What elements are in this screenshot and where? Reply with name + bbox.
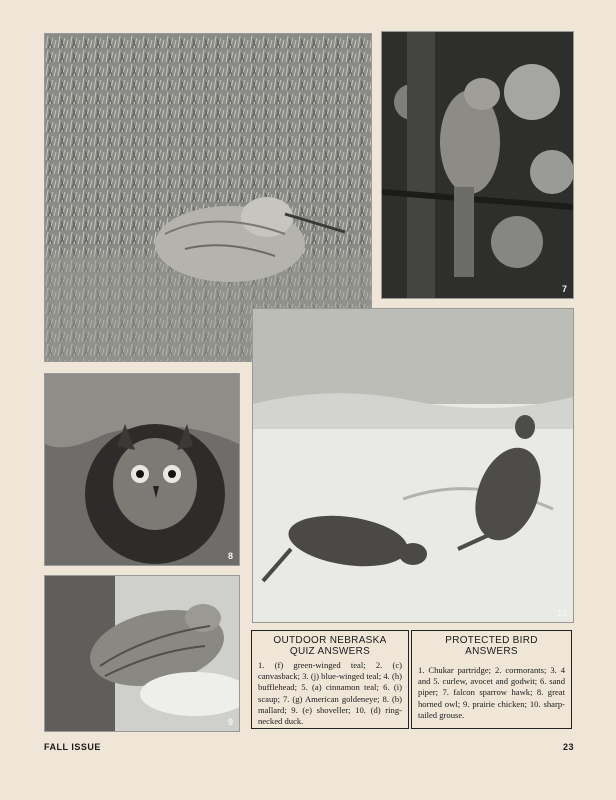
photo-owl (44, 373, 240, 566)
quiz-answers-title (258, 635, 402, 657)
photo-number: 9 (227, 717, 233, 727)
owl-image (45, 374, 239, 565)
grouse-image (253, 309, 573, 622)
protected-bird-answers-box (411, 630, 572, 729)
prairie-chicken-image (45, 576, 239, 731)
photo-sparrow-hawk (381, 31, 574, 299)
footer-issue: FALL ISSUE (44, 742, 101, 752)
quiz-answers-box (251, 630, 409, 729)
sparrow-hawk-image (382, 32, 573, 298)
photo-prairie-chicken (44, 575, 240, 732)
quiz-title-line1: OUTDOOR NEBRASKA (273, 635, 387, 646)
protected-title-line2: ANSWERS (465, 646, 518, 657)
protected-answers-title (418, 635, 565, 657)
protected-title-line1: PROTECTED BIRD (445, 635, 538, 646)
photo-grouse (252, 308, 574, 623)
page-number: 23 (562, 742, 574, 752)
quiz-title-line2: QUIZ ANSWERS (289, 646, 371, 657)
photo-number: 8 (227, 551, 233, 561)
photo-number: 10 (556, 608, 567, 618)
protected-answers-text: 1. Chukar partridge; 2. cormorants; 3. 4 and 5. curlew, avocet and godwit; 6. sand piper; 7. falcon sparrow hawk; 8. great horned owl; 9. prairie chicken; 10. sharp-tailed grouse. (418, 665, 565, 720)
quiz-answers-text: 1. (f) green-winged teal; 2. (c) canvasback; 3. (j) blue-winged teal; 4. (h) bufflehead; 5. (a) cinnamon teal; 6. (i) scaup; 7. (g) American goldeneye; 8. (b) mallard; 9. (e) shoveller; 10. (d) ring-necked duck. (258, 660, 402, 727)
photo-number: 7 (561, 284, 567, 294)
